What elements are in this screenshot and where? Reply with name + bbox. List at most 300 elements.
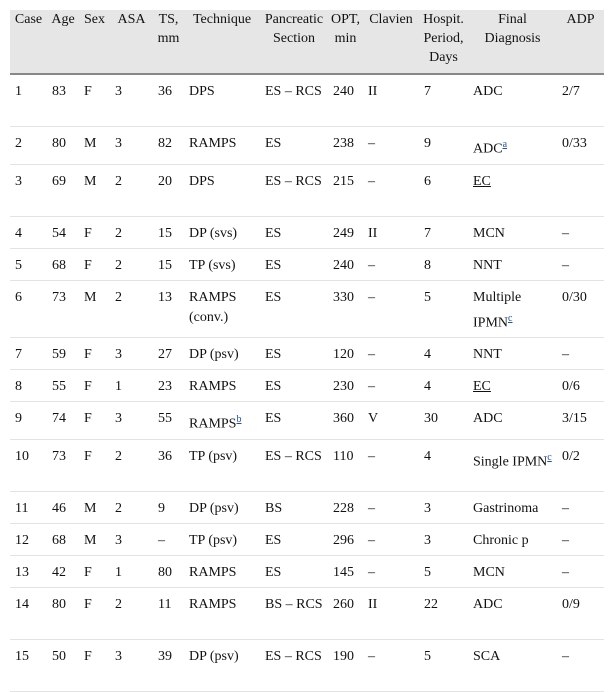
cell-age (47, 587, 79, 639)
cell-opt (328, 491, 363, 523)
cell-hospit (419, 587, 468, 639)
cell-adp (557, 491, 604, 523)
cell-ts-text: 15 (158, 257, 172, 273)
cell-hospit-text: 3 (424, 500, 431, 516)
cell-ts (153, 74, 184, 127)
cell-opt (328, 402, 363, 440)
cell-asa-text: 2 (115, 289, 122, 305)
cell-ts (153, 216, 184, 248)
cell-sex-text: M (84, 173, 97, 189)
cell-age-text: 73 (52, 448, 66, 464)
cell-case-text: 13 (15, 564, 29, 580)
cell-hospit-text: 4 (424, 347, 431, 363)
cell-ts-text: 55 (158, 411, 172, 427)
cell-technique-text: DP (psv) (189, 347, 239, 363)
cell-technique (184, 639, 260, 691)
table-row (10, 402, 604, 440)
cell-sex (79, 639, 110, 691)
cell-clavien-text: – (368, 379, 375, 395)
cell-diagnosis-text: ADC (473, 84, 503, 99)
cell-adp-text: 0/6 (562, 379, 580, 395)
cell-clavien-text: – (368, 173, 375, 189)
cell-age (47, 439, 79, 491)
cell-age (47, 216, 79, 248)
cell-sex-text: F (84, 84, 92, 99)
cell-age (47, 127, 79, 165)
cell-clavien (363, 338, 419, 370)
cell-section-text: ES (265, 136, 282, 151)
cell-adp (557, 127, 604, 165)
cell-asa (110, 370, 153, 402)
cell-age (47, 370, 79, 402)
cell-hospit (419, 523, 468, 555)
cell-sex-text: F (84, 564, 92, 580)
cell-sex-text: F (84, 448, 92, 464)
cell-diagnosis-text: SCA (473, 648, 501, 664)
cell-adp-text: – (562, 225, 569, 241)
table-row (10, 639, 604, 691)
cell-technique (184, 402, 260, 440)
cell-clavien (363, 164, 419, 216)
cell-section-text: ES (265, 225, 282, 241)
cell-technique-text: TP (svs) (189, 257, 236, 273)
cell-technique (184, 587, 260, 639)
cell-age (47, 248, 79, 280)
cell-sex-text: F (84, 379, 92, 395)
cell-technique-text: RAMPS (189, 596, 237, 612)
cell-technique-text: DP (psv) (189, 648, 239, 664)
cell-clavien-text: – (368, 448, 375, 464)
cell-diagnosis-text: NNT (473, 347, 502, 363)
cell-hospit (419, 491, 468, 523)
cell-ts (153, 280, 184, 338)
cell-sex-text: F (84, 347, 92, 363)
cell-opt-text: 190 (333, 648, 354, 664)
header-row (10, 10, 604, 74)
cell-technique (184, 439, 260, 491)
cell-diagnosis-text: Multiple IPMN (473, 289, 522, 331)
cell-sex (79, 74, 110, 127)
cell-clavien (363, 639, 419, 691)
cell-diagnosis (468, 338, 557, 370)
cell-diagnosis (468, 280, 557, 338)
cell-adp-text: – (562, 257, 569, 273)
cell-sex (79, 164, 110, 216)
cell-age (47, 280, 79, 338)
cell-case-text: 15 (15, 648, 29, 664)
cell-technique (184, 491, 260, 523)
cell-adp-text: 2/7 (562, 84, 580, 99)
cell-ts (153, 402, 184, 440)
cell-ts-text: 11 (158, 596, 172, 612)
table-row (10, 127, 604, 165)
cell-diagnosis-text: Gastrinoma (473, 500, 539, 516)
cell-asa-text: 2 (115, 596, 122, 612)
cell-sex (79, 555, 110, 587)
cell-opt-text: 240 (333, 257, 354, 273)
cell-diagnosis-text: EC (473, 379, 491, 395)
cell-hospit-text: 3 (424, 532, 431, 548)
cell-clavien-text: – (368, 648, 375, 664)
cell-asa (110, 280, 153, 338)
cell-clavien (363, 555, 419, 587)
cell-sex (79, 587, 110, 639)
cell-opt (328, 74, 363, 127)
cell-technique-text: RAMPS (189, 416, 237, 432)
cell-technique (184, 74, 260, 127)
table-row (10, 587, 604, 639)
table-row (10, 164, 604, 216)
cell-ts-text: 80 (158, 564, 172, 580)
cell-age-text: 80 (52, 136, 66, 151)
cell-section-text: BS (265, 500, 283, 516)
cell-hospit-text: 4 (424, 448, 431, 464)
cell-case (10, 248, 47, 280)
cell-technique-text: RAMPS (189, 379, 237, 395)
cell-ts-text: 15 (158, 225, 172, 241)
cell-opt-text: 249 (333, 225, 354, 241)
cell-technique-text: TP (psv) (189, 532, 238, 548)
cell-hospit-text: 9 (424, 136, 431, 151)
cell-clavien (363, 370, 419, 402)
cell-case (10, 639, 47, 691)
cell-case (10, 216, 47, 248)
table-row (10, 439, 604, 491)
cell-ts-text: 36 (158, 448, 172, 464)
cell-section (260, 439, 328, 491)
cell-opt (328, 127, 363, 165)
cell-diagnosis (468, 587, 557, 639)
cell-age-text: 83 (52, 84, 66, 99)
footnote-link[interactable]: c (508, 312, 513, 324)
cell-ts-text: 9 (158, 500, 165, 516)
table-row (10, 523, 604, 555)
cell-asa (110, 523, 153, 555)
cell-asa (110, 587, 153, 639)
cell-age-text: 69 (52, 173, 66, 189)
cell-age (47, 523, 79, 555)
case-table (10, 10, 604, 692)
cell-hospit-text: 30 (424, 411, 438, 427)
cell-technique-text: DPS (189, 84, 215, 99)
cell-opt (328, 280, 363, 338)
cell-section-text: ES (265, 532, 282, 548)
cell-case (10, 439, 47, 491)
cell-age-text: 68 (52, 257, 66, 273)
cell-asa (110, 338, 153, 370)
cell-case-text: 3 (15, 173, 22, 189)
cell-ts-text: 39 (158, 648, 172, 664)
cell-adp (557, 248, 604, 280)
cell-hospit (419, 74, 468, 127)
cell-asa-text: 3 (115, 136, 122, 151)
cell-section (260, 74, 328, 127)
cell-section-text: ES (265, 411, 282, 427)
cell-sex-text: F (84, 411, 92, 427)
cell-age (47, 402, 79, 440)
header-sex: Sex (79, 10, 110, 74)
cell-sex (79, 248, 110, 280)
cell-technique-text: DP (psv) (189, 500, 239, 516)
header-asa: ASA (110, 10, 153, 74)
cell-sex-text: M (84, 136, 97, 151)
cell-hospit (419, 216, 468, 248)
cell-sex (79, 370, 110, 402)
cell-case (10, 555, 47, 587)
cell-adp-text: – (562, 500, 569, 516)
cell-sex (79, 523, 110, 555)
cell-age (47, 639, 79, 691)
cell-section-text: ES (265, 347, 282, 363)
cell-ts-text: 27 (158, 347, 172, 363)
cell-diagnosis (468, 402, 557, 440)
cell-diagnosis (468, 164, 557, 216)
cell-case-text: 8 (15, 379, 22, 395)
cell-sex (79, 216, 110, 248)
cell-diagnosis-text: NNT (473, 257, 502, 273)
cell-diagnosis-text: EC (473, 173, 491, 189)
cell-section-text: ES (265, 257, 282, 273)
header-case: Case (10, 10, 47, 74)
cell-age-text: 73 (52, 289, 66, 305)
header-adp: ADP (557, 10, 604, 74)
cell-opt (328, 587, 363, 639)
cell-technique (184, 127, 260, 165)
cell-ts (153, 439, 184, 491)
cell-sex-text: M (84, 500, 97, 516)
cell-clavien-text: II (368, 596, 378, 612)
cell-technique (184, 523, 260, 555)
cell-section-text: ES (265, 289, 282, 305)
cell-section-text: ES (265, 564, 282, 580)
cell-sex (79, 402, 110, 440)
cell-adp (557, 555, 604, 587)
cell-section (260, 555, 328, 587)
cell-asa (110, 74, 153, 127)
cell-case (10, 127, 47, 165)
cell-ts (153, 523, 184, 555)
footnote-link[interactable]: b (236, 414, 242, 426)
cell-adp-text: 0/9 (562, 596, 580, 612)
cell-adp (557, 216, 604, 248)
cell-sex (79, 439, 110, 491)
cell-section (260, 127, 328, 165)
cell-asa-text: 1 (115, 379, 122, 395)
cell-case-text: 9 (15, 411, 22, 427)
cell-diagnosis-text: Chronic p (473, 532, 529, 548)
cell-hospit-text: 5 (424, 648, 431, 664)
cell-case-text: 12 (15, 532, 29, 548)
cell-adp-text: 3/15 (562, 411, 587, 427)
cell-sex-text: F (84, 648, 92, 664)
header-hospit-period: Hospit. Period, Days (419, 10, 468, 74)
cell-adp (557, 164, 604, 216)
cell-ts (153, 248, 184, 280)
table-row (10, 248, 604, 280)
footnote-link[interactable]: c (547, 451, 552, 463)
cell-case (10, 523, 47, 555)
cell-adp-text: – (562, 564, 569, 580)
cell-asa (110, 402, 153, 440)
cell-asa-text: 2 (115, 500, 122, 516)
cell-technique (184, 338, 260, 370)
cell-adp-text: – (562, 347, 569, 363)
cell-clavien (363, 402, 419, 440)
cell-age (47, 74, 79, 127)
cell-sex (79, 491, 110, 523)
header-final-diagnosis: Final Diagnosis (468, 10, 557, 74)
cell-hospit-text: 8 (424, 257, 431, 273)
cell-diagnosis (468, 639, 557, 691)
cell-opt-text: 238 (333, 136, 354, 151)
cell-clavien (363, 248, 419, 280)
cell-opt-text: 110 (333, 448, 354, 464)
cell-case-text: 4 (15, 225, 22, 241)
cell-clavien-text: – (368, 347, 375, 363)
cell-asa (110, 439, 153, 491)
cell-age (47, 338, 79, 370)
cell-diagnosis (468, 216, 557, 248)
cell-opt (328, 338, 363, 370)
cell-clavien-text: – (368, 564, 375, 580)
cell-section (260, 587, 328, 639)
cell-opt-text: 296 (333, 532, 354, 548)
cell-case (10, 370, 47, 402)
cell-opt-text: 228 (333, 500, 354, 516)
cell-diagnosis (468, 439, 557, 491)
cell-clavien-text: – (368, 257, 375, 273)
cell-age-text: 68 (52, 532, 66, 548)
cell-ts-text: 36 (158, 84, 172, 99)
cell-section-text: ES – RCS (265, 173, 322, 189)
cell-ts-text: 13 (158, 289, 172, 305)
table-body (10, 74, 604, 691)
cell-asa (110, 164, 153, 216)
table-row (10, 491, 604, 523)
cell-sex-text: M (84, 289, 97, 305)
cell-section (260, 402, 328, 440)
cell-opt (328, 555, 363, 587)
footnote-link[interactable]: a (502, 139, 508, 150)
cell-age-text: 54 (52, 225, 66, 241)
cell-sex (79, 127, 110, 165)
cell-ts (153, 127, 184, 165)
cell-technique (184, 370, 260, 402)
cell-case (10, 280, 47, 338)
cell-opt-text: 215 (333, 173, 354, 189)
cell-technique-text: DPS (189, 173, 215, 189)
header-clavien: Clavien (363, 10, 419, 74)
cell-asa-text: 3 (115, 648, 122, 664)
cell-section-text: ES (265, 379, 282, 395)
cell-age (47, 164, 79, 216)
cell-ts (153, 555, 184, 587)
cell-case-text: 7 (15, 347, 22, 363)
cell-case (10, 338, 47, 370)
cell-sex (79, 338, 110, 370)
cell-asa (110, 216, 153, 248)
cell-adp (557, 523, 604, 555)
cell-opt (328, 216, 363, 248)
cell-technique (184, 555, 260, 587)
cell-asa-text: 2 (115, 257, 122, 273)
cell-opt (328, 248, 363, 280)
cell-diagnosis (468, 523, 557, 555)
cell-diagnosis-text: ADC (473, 596, 503, 612)
cell-clavien (363, 523, 419, 555)
cell-adp-text: – (562, 648, 569, 664)
cell-adp-text: 0/33 (562, 136, 587, 151)
cell-section (260, 164, 328, 216)
cell-opt (328, 439, 363, 491)
cell-section (260, 248, 328, 280)
cell-technique-text: DP (svs) (189, 225, 238, 241)
cell-asa-text: 3 (115, 532, 122, 548)
table-row (10, 338, 604, 370)
cell-asa (110, 248, 153, 280)
cell-hospit (419, 127, 468, 165)
cell-ts (153, 587, 184, 639)
cell-ts (153, 338, 184, 370)
header-pancreatic-section: Pancreatic Section (260, 10, 328, 74)
cell-adp (557, 639, 604, 691)
cell-asa-text: 2 (115, 225, 122, 241)
cell-age-text: 55 (52, 379, 66, 395)
header-technique: Technique (184, 10, 260, 74)
cell-clavien (363, 127, 419, 165)
cell-hospit (419, 338, 468, 370)
cell-diagnosis (468, 491, 557, 523)
cell-clavien-text: – (368, 289, 375, 305)
cell-diagnosis (468, 370, 557, 402)
cell-clavien (363, 491, 419, 523)
cell-hospit (419, 639, 468, 691)
cell-case-text: 14 (15, 596, 29, 612)
cell-clavien-text: – (368, 136, 375, 151)
cell-diagnosis-text: ADC (473, 141, 503, 157)
cell-adp-text: 0/30 (562, 289, 587, 305)
table-row (10, 555, 604, 587)
cell-asa (110, 491, 153, 523)
cell-technique (184, 216, 260, 248)
cell-adp-text: 0/2 (562, 448, 580, 464)
cell-ts (153, 491, 184, 523)
cell-clavien (363, 74, 419, 127)
cell-ts (153, 639, 184, 691)
cell-adp (557, 439, 604, 491)
cell-diagnosis (468, 127, 557, 165)
cell-asa (110, 127, 153, 165)
cell-clavien (363, 280, 419, 338)
cell-diagnosis (468, 74, 557, 127)
cell-opt (328, 523, 363, 555)
cell-sex (79, 280, 110, 338)
cell-age-text: 80 (52, 596, 66, 612)
cell-adp (557, 74, 604, 127)
cell-asa-text: 3 (115, 347, 122, 363)
cell-hospit (419, 402, 468, 440)
cell-ts (153, 370, 184, 402)
cell-opt-text: 230 (333, 379, 354, 395)
cell-section (260, 280, 328, 338)
cell-section (260, 370, 328, 402)
cell-case (10, 74, 47, 127)
cell-age-text: 74 (52, 411, 66, 427)
cell-adp (557, 338, 604, 370)
cell-hospit-text: 22 (424, 596, 438, 612)
cell-hospit (419, 370, 468, 402)
table-row (10, 74, 604, 127)
